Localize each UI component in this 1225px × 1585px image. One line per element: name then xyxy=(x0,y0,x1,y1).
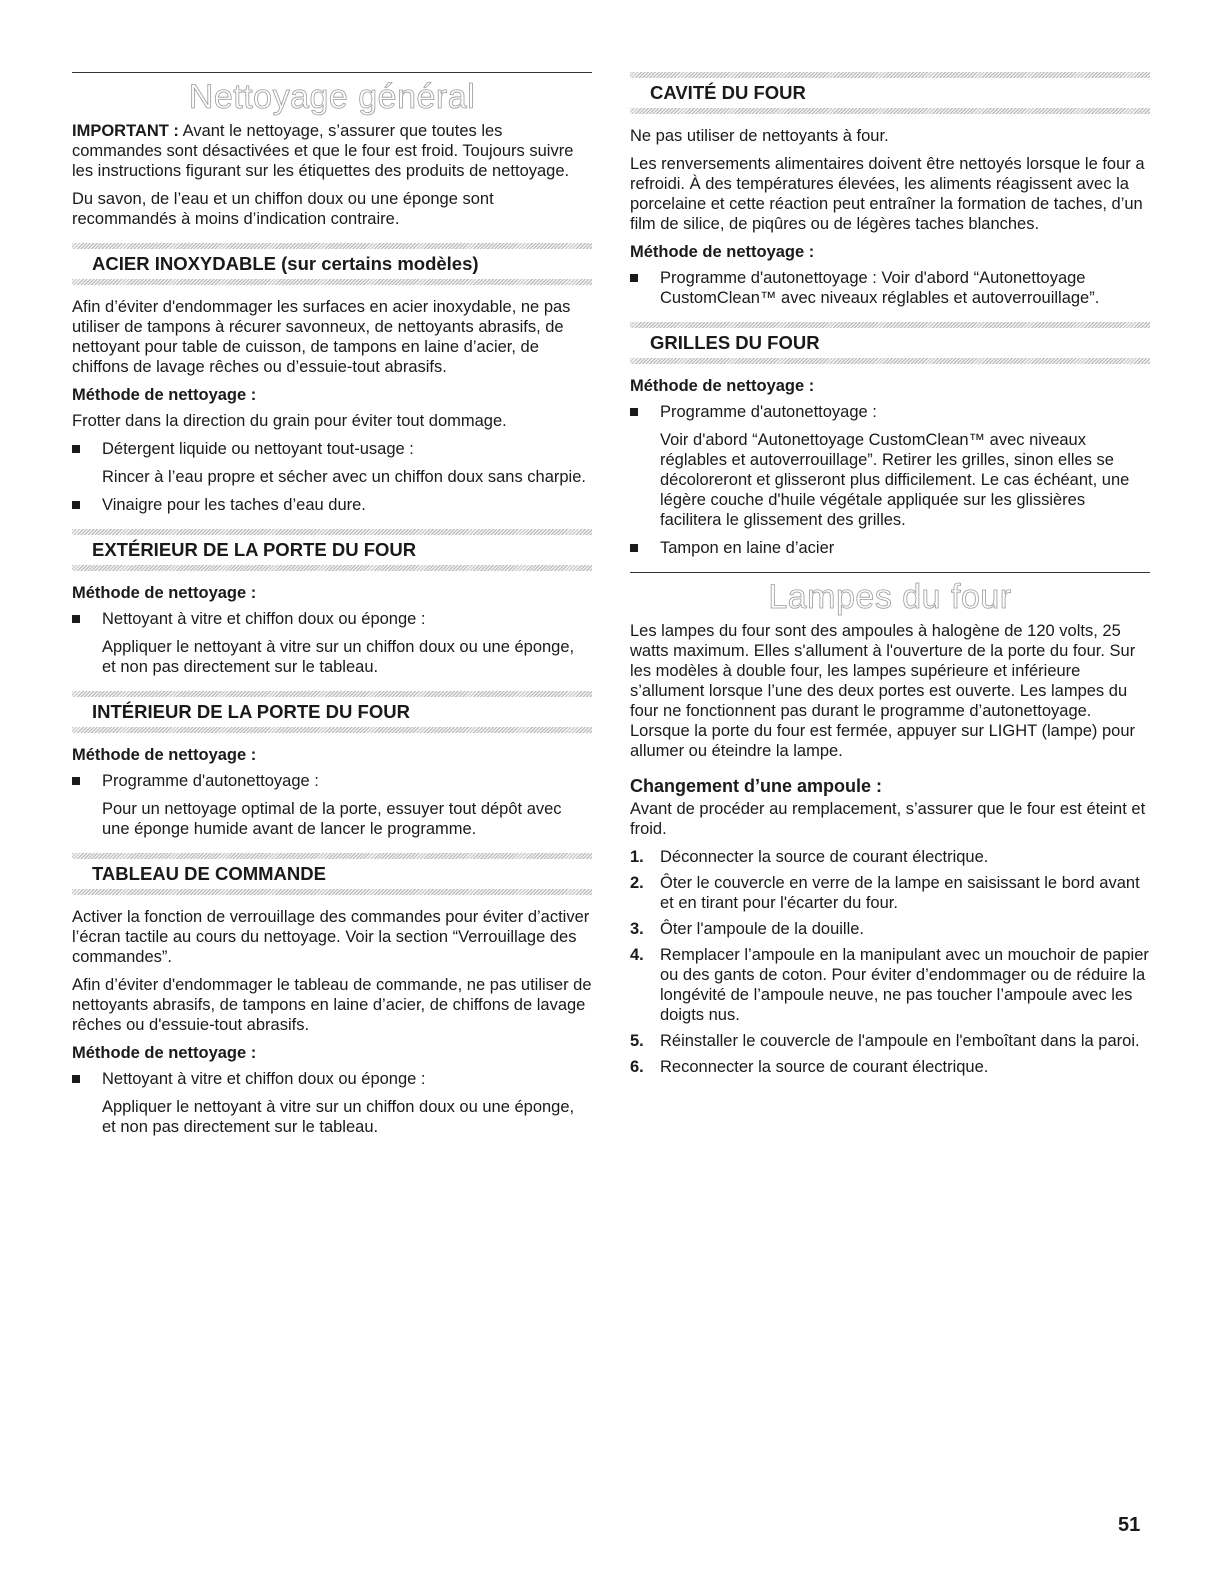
cavity-paragraph-2: Les renversements alimentaires doivent être nettoyés lorsque le four a refroidi. À des températures élevées, les aliments réagissent avec la porcelaine et cette réaction peut entraîner la formation de taches, d’un film de silice, de piqûres ou de légères taches blanches. xyxy=(630,155,1145,233)
left-column xyxy=(72,72,592,1145)
intro-paragraph: Du savon, de l’eau et un chiffon doux ou une éponge sont recommandés à moins d’indication contraire. xyxy=(72,190,494,228)
bullet-text: Nettoyant à vitre et chiffon doux ou éponge : xyxy=(102,1070,426,1088)
step-number: 5. xyxy=(630,1032,644,1050)
bullet-text: Programme d'autonettoyage : Voir d'abord “Autonettoyage CustomClean™ avec niveaux réglables et autoverrouillage”. xyxy=(660,269,1100,307)
step-text: Ôter l'ampoule de la douille. xyxy=(660,920,865,938)
list-item xyxy=(630,538,1150,558)
control-panel-paragraph: Activer la fonction de verrouillage des commandes pour éviter d’activer l’écran tactile au cours du nettoyage. Voir la section “Verrouillage des commandes”. xyxy=(72,908,590,966)
control-panel-paragraph-2: Afin d’éviter d'endommager le tableau de commande, ne pas utiliser de nettoyants abrasifs, de tampons en laine d’acier, de chiffons de lavage rêches ou d'essuie-tout abrasifs. xyxy=(72,976,592,1034)
right-column xyxy=(630,72,1150,1083)
important-text: Avant le nettoyage, s’assurer que toutes les commandes sont désactivées et que le four est froid. Toujours suivre les instructions figurant sur les étiquettes des produits de nettoyage. xyxy=(72,122,574,180)
step-number: 3. xyxy=(630,920,644,938)
list-item xyxy=(630,1031,1150,1051)
header-band-bottom xyxy=(72,565,592,571)
exterior-bullets xyxy=(72,609,592,629)
cavity-method-label: Méthode de nettoyage : xyxy=(630,243,815,261)
step-number: 2. xyxy=(630,874,644,892)
bullet-square-icon xyxy=(630,274,638,282)
header-band-bottom xyxy=(630,358,1150,364)
bullet-text: Programme d'autonettoyage : xyxy=(102,772,319,790)
interior-bullets xyxy=(72,771,592,791)
list-item xyxy=(630,873,1150,913)
stainless-title: ACIER INOXYDABLE (sur certains modèles) xyxy=(92,253,479,274)
bullet-square-icon xyxy=(72,615,80,623)
step-number: 1. xyxy=(630,848,644,866)
list-item xyxy=(630,402,1150,422)
list-item xyxy=(630,268,1150,308)
bullet-square-icon xyxy=(72,777,80,785)
list-item xyxy=(72,771,592,791)
important-label: IMPORTANT : xyxy=(72,122,179,140)
exterior-bullet-sub: Appliquer le nettoyant à vitre sur un chiffon doux ou une éponge, et non pas directement sur le tableau. xyxy=(102,638,575,676)
step-text: Ôter le couvercle en verre de la lampe en saisissant le bord avant et en tirant pour l'écarter du four. xyxy=(660,874,1140,912)
interior-method-label: Méthode de nettoyage : xyxy=(72,746,257,764)
section-title-general-cleaning: Nettoyage général xyxy=(188,78,476,116)
step-text: Déconnecter la source de courant électrique. xyxy=(660,848,989,866)
interior-door-header xyxy=(72,691,592,733)
header-band-bottom xyxy=(72,279,592,285)
racks-header xyxy=(630,322,1150,364)
control-panel-bullets xyxy=(72,1069,592,1089)
stainless-bullet-sub: Rincer à l’eau propre et sécher avec un chiffon doux sans charpie. xyxy=(102,468,586,486)
top-rule xyxy=(72,72,592,73)
change-bulb-title: Changement d’une ampoule : xyxy=(630,776,883,796)
list-item xyxy=(630,847,1150,867)
stainless-method-text: Frotter dans la direction du grain pour éviter tout dommage. xyxy=(72,412,507,430)
bullet-text: Vinaigre pour les taches d’eau dure. xyxy=(102,496,366,514)
stainless-bullets xyxy=(72,439,592,459)
step-text: Réinstaller le couvercle de l'ampoule en l'emboîtant dans la paroi. xyxy=(660,1032,1140,1050)
page-number: 51 xyxy=(1118,1514,1141,1536)
control-panel-bullet-sub: Appliquer le nettoyant à vitre sur un chiffon doux ou une éponge, et non pas directement sur le tableau. xyxy=(102,1098,575,1136)
racks-method-label: Méthode de nettoyage : xyxy=(630,377,815,395)
change-bulb-steps xyxy=(630,847,1150,1077)
bullet-square-icon xyxy=(630,544,638,552)
stainless-method-label: Méthode de nettoyage : xyxy=(72,386,257,404)
list-item xyxy=(72,439,592,459)
control-panel-header xyxy=(72,853,592,895)
cavity-header xyxy=(630,72,1150,114)
step-text: Remplacer l’ampoule en la manipulant avec un mouchoir de papier ou des gants de coton. Pour éviter d’endommager ou de réduire la longévité de l’ampoule neuve, ne pas toucher l’ampoule avec les doigts nus. xyxy=(660,946,1149,1024)
important-paragraph xyxy=(72,121,592,181)
racks-bullets xyxy=(630,402,1150,422)
bullet-text: Détergent liquide ou nettoyant tout-usage : xyxy=(102,440,414,458)
change-bulb-intro: Avant de procéder au remplacement, s’assurer que le four est éteint et froid. xyxy=(630,800,1146,838)
list-item xyxy=(630,1057,1150,1077)
cavity-bullets xyxy=(630,268,1150,308)
bullet-square-icon xyxy=(72,445,80,453)
bullet-text: Nettoyant à vitre et chiffon doux ou éponge : xyxy=(102,610,426,628)
interior-door-title: INTÉRIEUR DE LA PORTE DU FOUR xyxy=(92,701,410,722)
exterior-door-title: EXTÉRIEUR DE LA PORTE DU FOUR xyxy=(92,539,417,560)
cavity-title: CAVITÉ DU FOUR xyxy=(650,82,806,103)
interior-bullet-sub: Pour un nettoyage optimal de la porte, essuyer tout dépôt avec une éponge humide avant de lancer le programme. xyxy=(102,800,562,838)
control-panel-method-label: Méthode de nettoyage : xyxy=(72,1044,257,1062)
step-number: 4. xyxy=(630,946,644,964)
bullet-text: Programme d'autonettoyage : xyxy=(660,403,877,421)
stainless-header xyxy=(72,243,592,285)
list-item xyxy=(72,609,592,629)
exterior-method-label: Méthode de nettoyage : xyxy=(72,584,257,602)
list-item xyxy=(630,945,1150,1025)
racks-bullets-2 xyxy=(630,538,1150,558)
list-item xyxy=(72,1069,592,1089)
bullet-square-icon xyxy=(72,1075,80,1083)
racks-bullet-sub: Voir d'abord “Autonettoyage CustomClean™ avec niveaux réglables et autoverrouillage”. Retirer les grilles, sinon elles se décoloreront et glisseront plus difficilement. Le cas échéant, une légère couche d'huile végétale appliquée sur les glissières facilitera le glissement des grilles. xyxy=(660,431,1130,529)
control-panel-title: TABLEAU DE COMMANDE xyxy=(92,863,326,884)
stainless-paragraph: Afin d’éviter d'endommager les surfaces en acier inoxydable, ne pas utiliser de tampons à récurer savonneux, de nettoyants abrasifs, de nettoyant pour table de cuisson, de tampons en laine d’acier, de chiffons de lavage rêches ou d’essuie-tout abrasifs. xyxy=(72,298,571,376)
cavity-paragraph-1: Ne pas utiliser de nettoyants à four. xyxy=(630,127,889,145)
bullet-square-icon xyxy=(630,408,638,416)
lamps-paragraph: Les lampes du four sont des ampoules à halogène de 120 volts, 25 watts maximum. Elles s'allument à l'ouverture de la porte du four. Sur les modèles à double four, les lampes supérieure et inférieure s’allument lorsque l’une des deux portes est ouverte. Les lampes du four ne fonctionnent pas durant le programme d’autonettoyage. Lorsque la porte du four est fermée, appuyer sur LIGHT (lampe) pour allumer ou éteindre la lampe. xyxy=(630,622,1136,760)
bullet-text: Tampon en laine d’acier xyxy=(660,539,835,557)
stainless-bullets-2 xyxy=(72,495,592,515)
step-number: 6. xyxy=(630,1058,644,1076)
header-band-bottom xyxy=(630,108,1150,114)
step-text: Reconnecter la source de courant électrique. xyxy=(660,1058,989,1076)
lamps-rule xyxy=(630,572,1150,573)
header-band-bottom xyxy=(72,727,592,733)
bullet-square-icon xyxy=(72,501,80,509)
racks-title: GRILLES DU FOUR xyxy=(650,332,820,353)
exterior-door-header xyxy=(72,529,592,571)
list-item xyxy=(630,919,1150,939)
header-band-bottom xyxy=(72,889,592,895)
section-title-oven-lamps: Lampes du four xyxy=(768,578,1012,616)
list-item xyxy=(72,495,592,515)
